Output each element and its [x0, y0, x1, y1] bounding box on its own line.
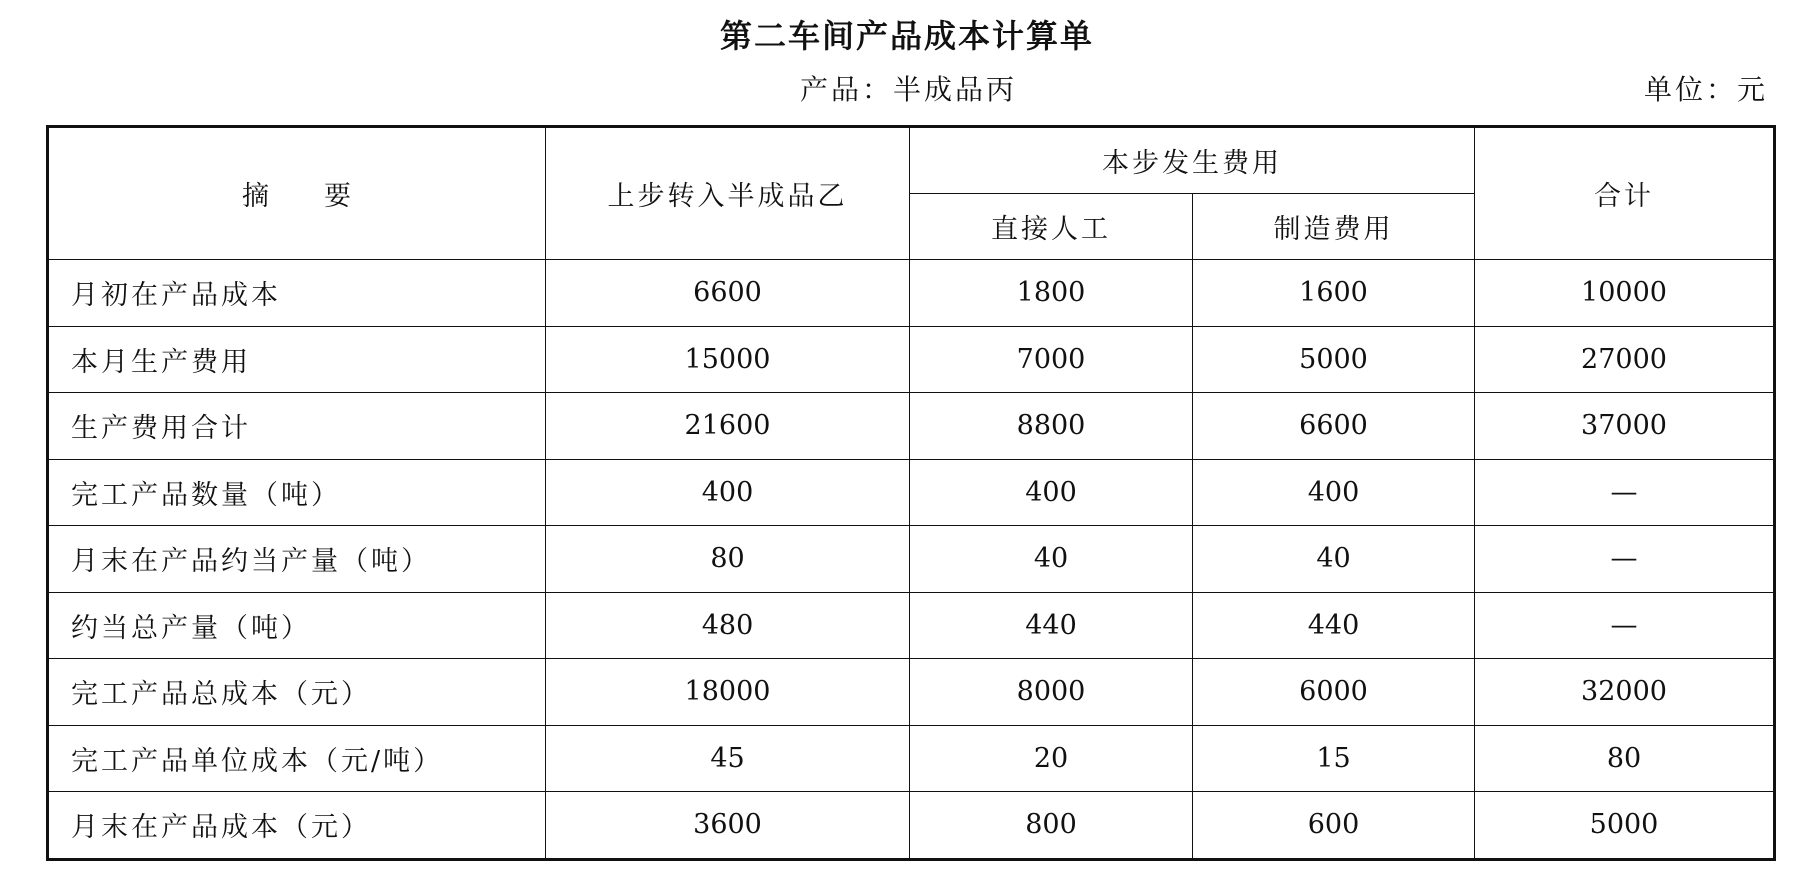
cell-total: — — [1475, 592, 1775, 659]
cell-direct-labor: 440 — [910, 592, 1193, 659]
cell-prev-step: 400 — [546, 459, 910, 526]
cell-prev-step: 6600 — [546, 260, 910, 327]
table-row — [48, 459, 1775, 526]
row-label: 完工产品单位成本（元/吨） — [48, 725, 546, 792]
table-row — [48, 659, 1775, 726]
cell-total: — — [1475, 459, 1775, 526]
cell-direct-labor: 1800 — [910, 260, 1193, 327]
cell-total: — — [1475, 526, 1775, 593]
header-direct-labor: 直接人工 — [910, 194, 1193, 260]
row-label: 完工产品数量（吨） — [48, 459, 546, 526]
cell-direct-labor: 8000 — [910, 659, 1193, 726]
cell-direct-labor: 8800 — [910, 393, 1193, 460]
header-prev-step: 上步转入半成品乙 — [546, 127, 910, 260]
cell-manufacturing: 40 — [1193, 526, 1475, 593]
table-row — [48, 393, 1775, 460]
header-current-step: 本步发生费用 — [910, 127, 1475, 194]
cell-direct-labor: 800 — [910, 792, 1193, 860]
product-label: 产品：半成品丙 — [800, 73, 1018, 106]
cell-prev-step: 3600 — [546, 792, 910, 860]
row-label: 月末在产品约当产量（吨） — [48, 526, 546, 593]
cell-manufacturing: 600 — [1193, 792, 1475, 860]
cell-total: 32000 — [1475, 659, 1775, 726]
cell-manufacturing: 1600 — [1193, 260, 1475, 327]
cell-manufacturing: 15 — [1193, 725, 1475, 792]
cell-manufacturing: 6000 — [1193, 659, 1475, 726]
table-row — [48, 725, 1775, 792]
row-label: 约当总产量（吨） — [48, 592, 546, 659]
cell-total: 10000 — [1475, 260, 1775, 327]
table-header-row — [48, 127, 1775, 194]
cell-prev-step: 45 — [546, 725, 910, 792]
cell-manufacturing: 400 — [1193, 459, 1475, 526]
cell-manufacturing: 6600 — [1193, 393, 1475, 460]
table-row — [48, 792, 1775, 860]
cell-prev-step: 18000 — [546, 659, 910, 726]
table-row — [48, 592, 1775, 659]
cell-prev-step: 21600 — [546, 393, 910, 460]
row-label: 生产费用合计 — [48, 393, 546, 460]
cell-direct-labor: 7000 — [910, 326, 1193, 393]
cost-calculation-table — [46, 125, 1776, 861]
table-row — [48, 326, 1775, 393]
row-label: 月末在产品成本（元） — [48, 792, 546, 860]
cell-total: 37000 — [1475, 393, 1775, 460]
unit-label: 单位：元 — [1643, 73, 1768, 106]
header-total: 合计 — [1475, 127, 1775, 260]
cell-prev-step: 15000 — [546, 326, 910, 393]
cell-prev-step: 80 — [546, 526, 910, 593]
header-summary: 摘 要 — [48, 127, 546, 260]
cell-total: 5000 — [1475, 792, 1775, 860]
row-label: 月初在产品成本 — [48, 260, 546, 327]
table-row — [48, 260, 1775, 327]
row-label: 本月生产费用 — [48, 326, 546, 393]
cell-total: 80 — [1475, 725, 1775, 792]
cell-total: 27000 — [1475, 326, 1775, 393]
header-manufacturing: 制造费用 — [1193, 194, 1475, 260]
cell-manufacturing: 5000 — [1193, 326, 1475, 393]
cell-direct-labor: 40 — [910, 526, 1193, 593]
document-title: 第二车间产品成本计算单 — [719, 17, 1094, 55]
cell-prev-step: 480 — [546, 592, 910, 659]
cell-direct-labor: 400 — [910, 459, 1193, 526]
cell-manufacturing: 440 — [1193, 592, 1475, 659]
row-label: 完工产品总成本（元） — [48, 659, 546, 726]
cell-direct-labor: 20 — [910, 725, 1193, 792]
table-row — [48, 526, 1775, 593]
